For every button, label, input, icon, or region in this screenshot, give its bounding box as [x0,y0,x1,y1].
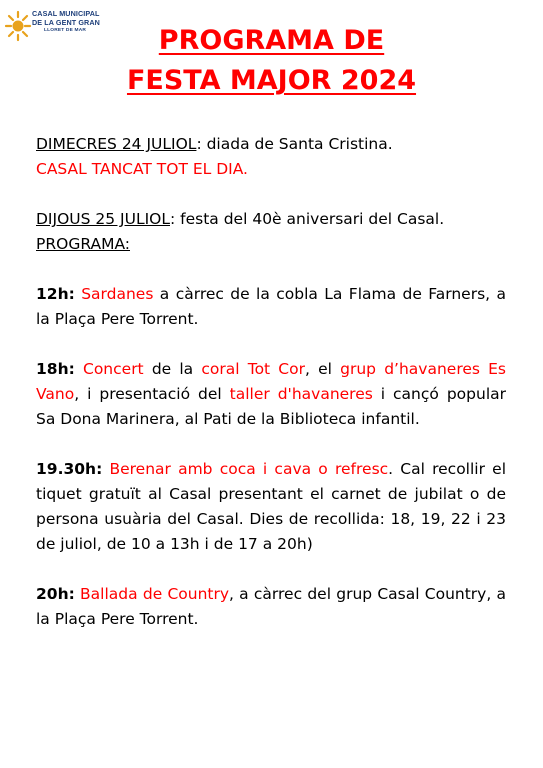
event-12h: 12h: Sardanes a càrrec de la cobla La Flama de Farners, a la Plaça Pere Torrent. [36,285,506,328]
event-time: 20h: [36,585,75,603]
event-time: 12h: [36,285,75,303]
day1-closed: CASAL TANCAT TOT EL DIA. [36,160,248,178]
program-content [36,132,506,657]
event-highlight: grup d’havaneres Es Vano [36,360,507,403]
event-highlight: Sardanes [81,285,154,303]
day2-line [36,207,506,232]
event-time: 19.30h: [36,460,103,478]
title-line-2: FESTA MAJOR 2024 [126,65,417,96]
logo-line-2: DE LA GENT GRAN [32,17,100,27]
day2-date: DIJOUS 25 JULIOL [36,210,170,228]
logo-line-1: CASAL MUNICIPAL [32,9,100,18]
day1-text: : diada de Santa Cristina. [196,135,393,153]
event-highlight: Ballada de Country [80,585,230,603]
event-highlight: coral Tot Cor [201,360,305,378]
event-1930h: 19.30h: Berenar amb coca i cava o refresc. Cal recollir el tiquet gratuït al Casal presentant el carnet de jubilat o de persona usuària del Casal. Dies de recollida: 18, 19, 22 i 23 de juliol, de 10 a 13h i de 17 a 20h) [36,460,506,553]
day1-line [36,132,506,157]
event-highlight: taller d'havaneres [229,385,373,403]
day2-text: : festa del 40è aniversari del Casal. [170,210,445,228]
logo-line-3: LLORET DE MAR [44,28,87,33]
event-time: 18h: [36,360,75,378]
event-20h: 20h: Ballada de Country, a càrrec del grup Casal Country, a la Plaça Pere Torrent. [36,585,506,628]
event-18h: 18h: Concert de la coral Tot Cor, el grup d’havaneres Es Vano, i presentació del taller d'havaneres i cançó popular Sa Dona Marinera, al Pati de la Biblioteca infantil. [36,360,507,428]
event-highlight: Concert [83,360,144,378]
programa-label: PROGRAMA: [36,235,130,253]
title-line-1: PROGRAMA DE [158,25,385,56]
event-highlight: Berenar amb coca i cava o refresc [109,460,389,478]
day1-date: DIMECRES 24 JULIOL [36,135,197,153]
